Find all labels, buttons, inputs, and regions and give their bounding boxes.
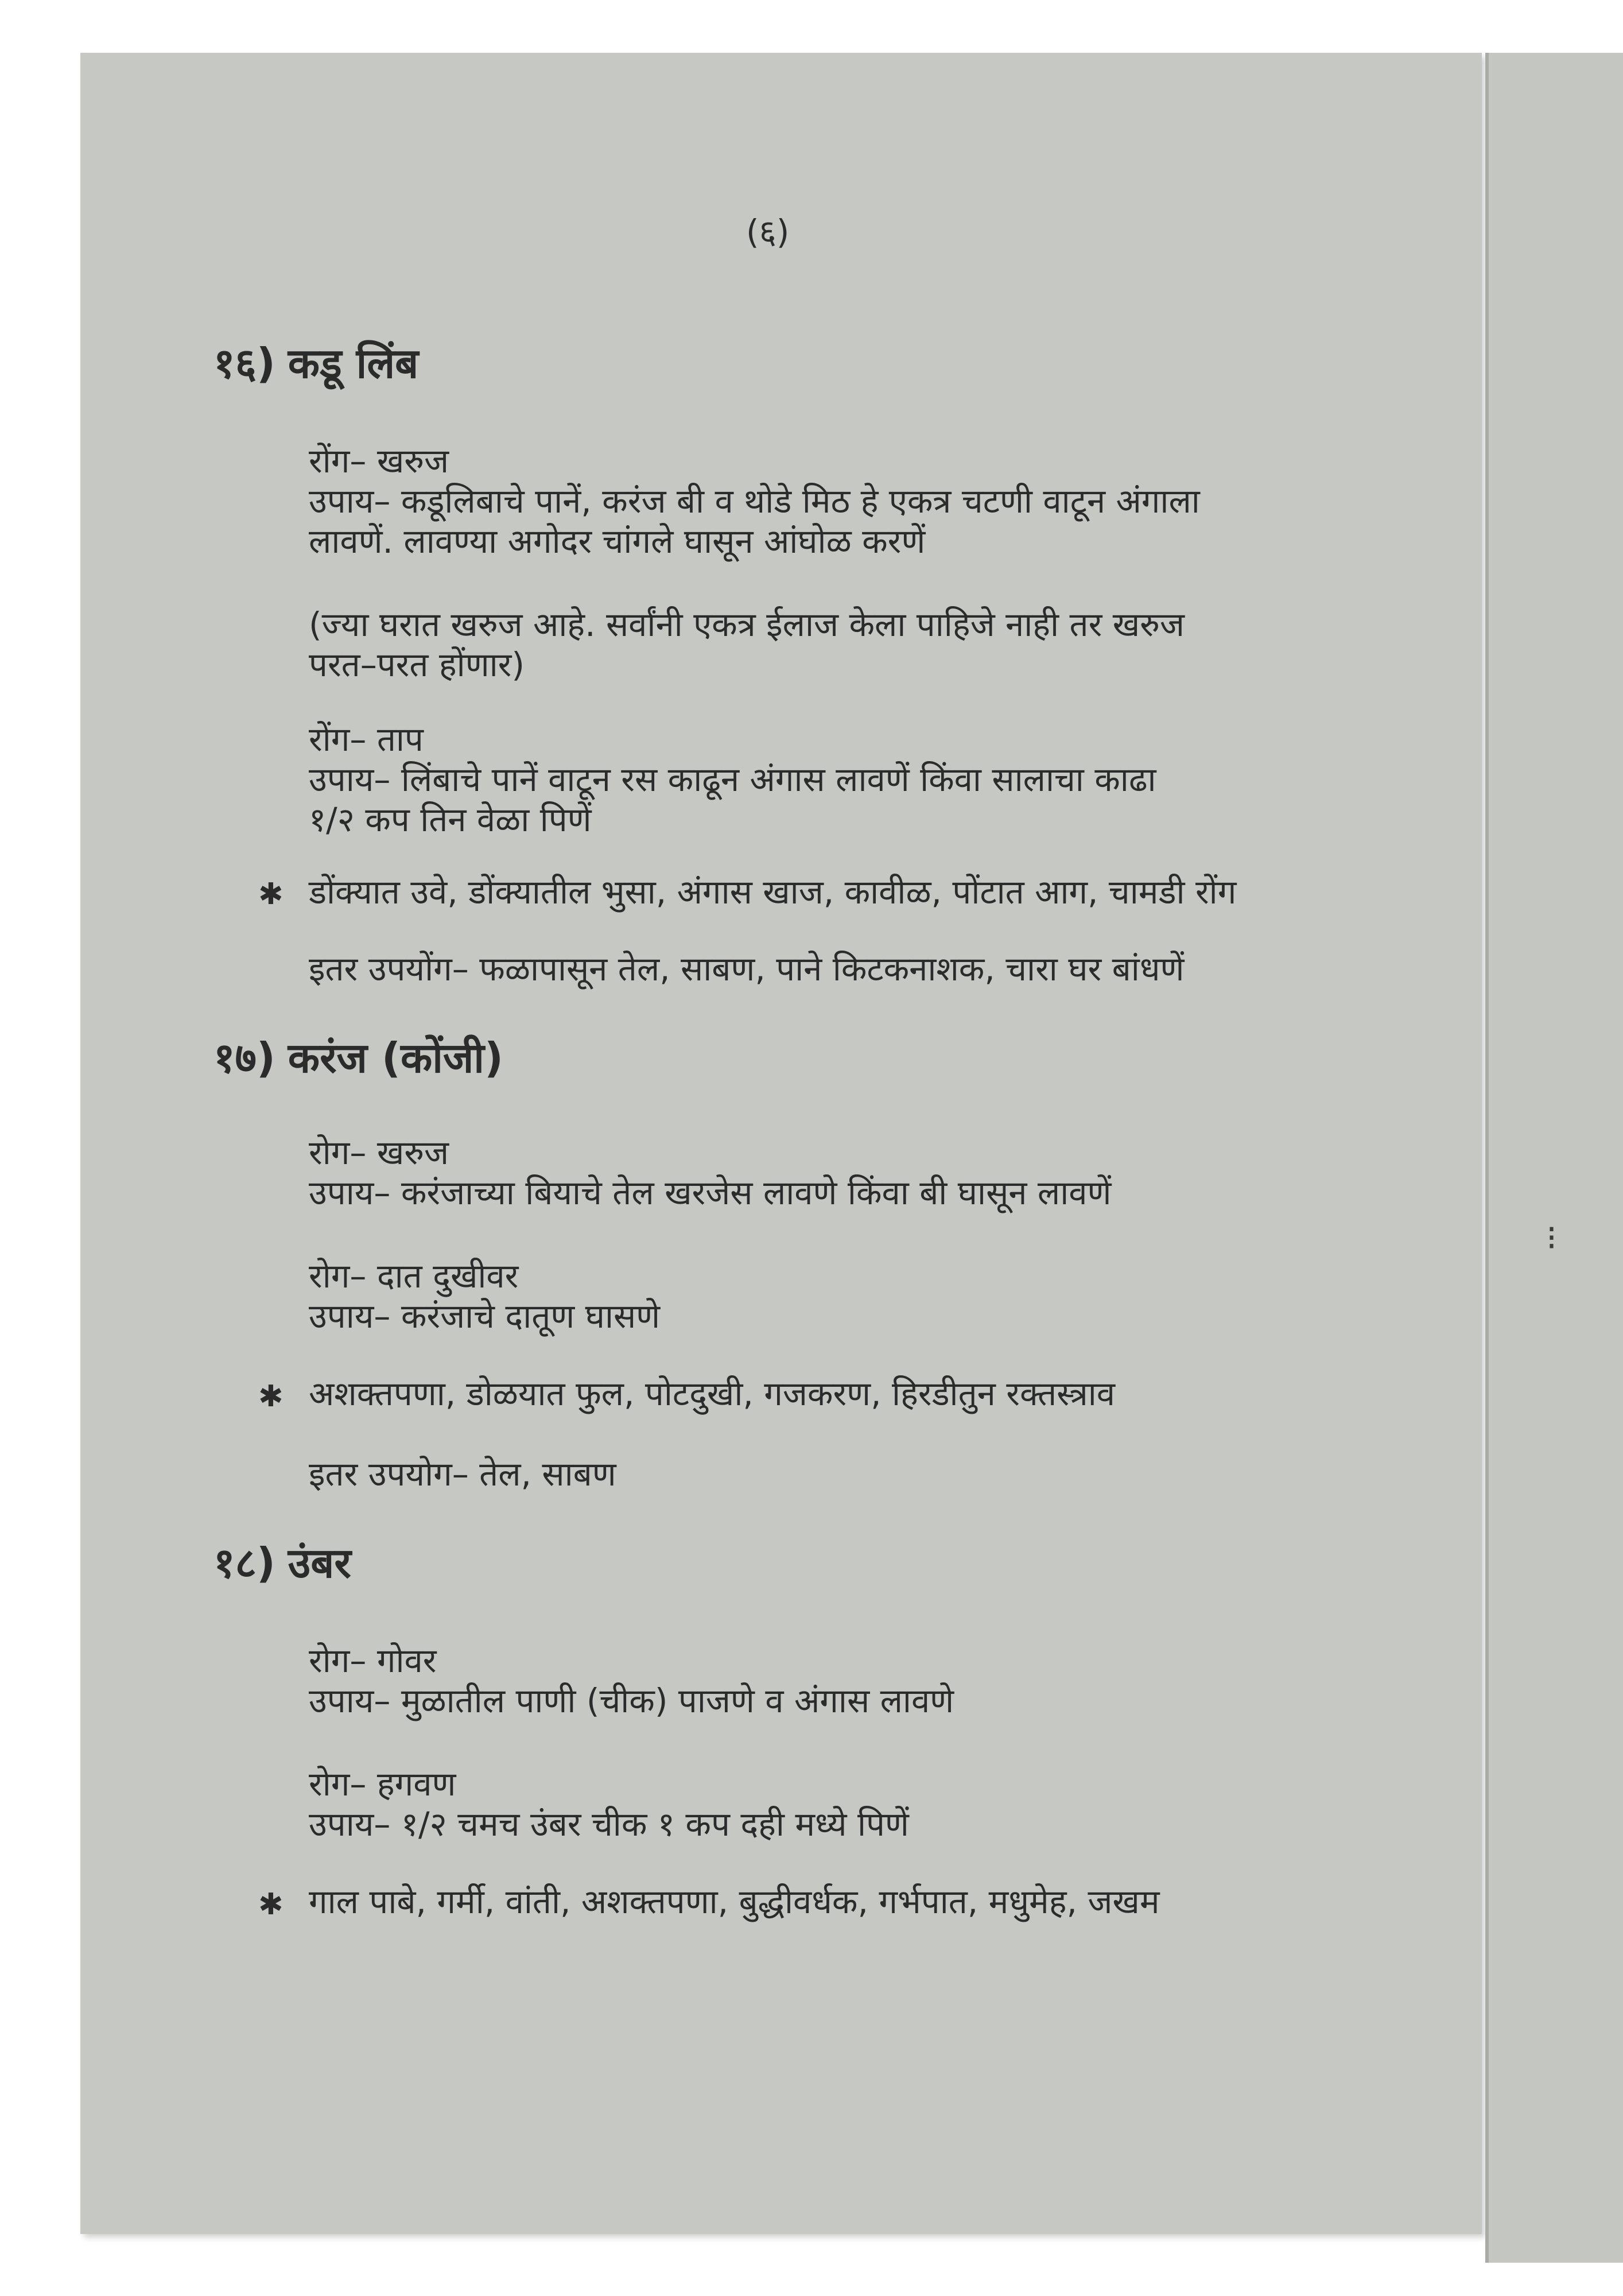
uses-line: अशक्तपणा, डोळयात फुल, पोटदुखी, गजकरण, हिरडीतुन रक्तस्त्राव <box>309 1374 1115 1413</box>
section-number: १६) <box>213 339 275 387</box>
section-title: कडू लिंब <box>288 339 419 387</box>
remedy-line: उपाय– १/२ चमच उंबर चीक १ कप दही मध्ये पिणें <box>309 1805 909 1844</box>
section-title: करंज (कोंजी) <box>288 1034 503 1082</box>
page-number: (६) <box>746 212 790 251</box>
document-page <box>80 53 1482 2234</box>
remedy-line: लावणें. लावण्या अगोदर चांगले घासून आंघोळ करणें <box>309 522 926 561</box>
remedy-line: उपाय– कडूलिबाचे पानें, करंज बी व थोडे मिठ हे एकत्र चटणी वाटून अंगाला <box>309 482 1200 521</box>
page-content <box>80 53 1482 2234</box>
disease-line: रोग– गोवर <box>309 1641 437 1680</box>
edge-dots-icon: ⁝ <box>1546 1218 1558 1258</box>
disease-line: रोग– खरुज <box>309 1133 449 1172</box>
section-title: उंबर <box>288 1539 351 1587</box>
uses-line: गाल पाबे, गर्मी, वांती, अशक्तपणा, बुद्धीवर्धक, गर्भपात, मधुमेह, जखम <box>309 1882 1160 1921</box>
adjacent-page-edge <box>1485 53 1623 2263</box>
remedy-line: १/२ कप तिन वेळा पिणें <box>309 800 592 839</box>
remedy-line: उपाय– लिंबाचे पानें वाटून रस काढून अंगास लावणें किंवा सालाचा काढा <box>309 760 1156 799</box>
disease-line: रोग– दात दुखीवर <box>309 1256 519 1296</box>
note-line: (ज्या घरात खरुज आहे. सर्वांनी एकत्र ईलाज केला पाहिजे नाही तर खरुज <box>309 605 1185 644</box>
section-18-heading <box>213 1534 351 1590</box>
section-17-heading <box>213 1029 503 1085</box>
remedy-line: उपाय– मुळातील पाणी (चीक) पाजणे व अंगास लावणे <box>309 1681 954 1720</box>
uses-line: डोंक्यात उवे, डोंक्यातील भुसा, अंगास खाज, कावीळ, पोंटात आग, चामडी रोंग <box>309 872 1237 912</box>
disease-line: रोंग– ताप <box>309 720 424 759</box>
section-number: १८) <box>213 1539 275 1587</box>
disease-line: रोग– हगवण <box>309 1764 456 1804</box>
other-uses-line: इतर उपयोंग– फळापासून तेल, साबण, पाने किटकनाशक, चारा घर बांधणें <box>309 949 1185 988</box>
bullet-icon: ✱ <box>258 1379 284 1414</box>
remedy-line: उपाय– करंजाच्या बियाचे तेल खरजेस लावणे किंवा बी घासून लावणें <box>309 1173 1112 1212</box>
remedy-line: उपाय– करंजाचे दातूण घासणे <box>309 1297 661 1336</box>
other-uses-line: इतर उपयोग– तेल, साबण <box>309 1455 616 1494</box>
disease-line: रोंग– खरुज <box>309 441 449 480</box>
section-number: १७) <box>213 1034 275 1082</box>
note-line: परत–परत होंणार) <box>309 645 525 684</box>
section-16-heading <box>213 334 418 390</box>
bullet-icon: ✱ <box>258 1887 284 1922</box>
bullet-icon: ✱ <box>258 877 284 912</box>
